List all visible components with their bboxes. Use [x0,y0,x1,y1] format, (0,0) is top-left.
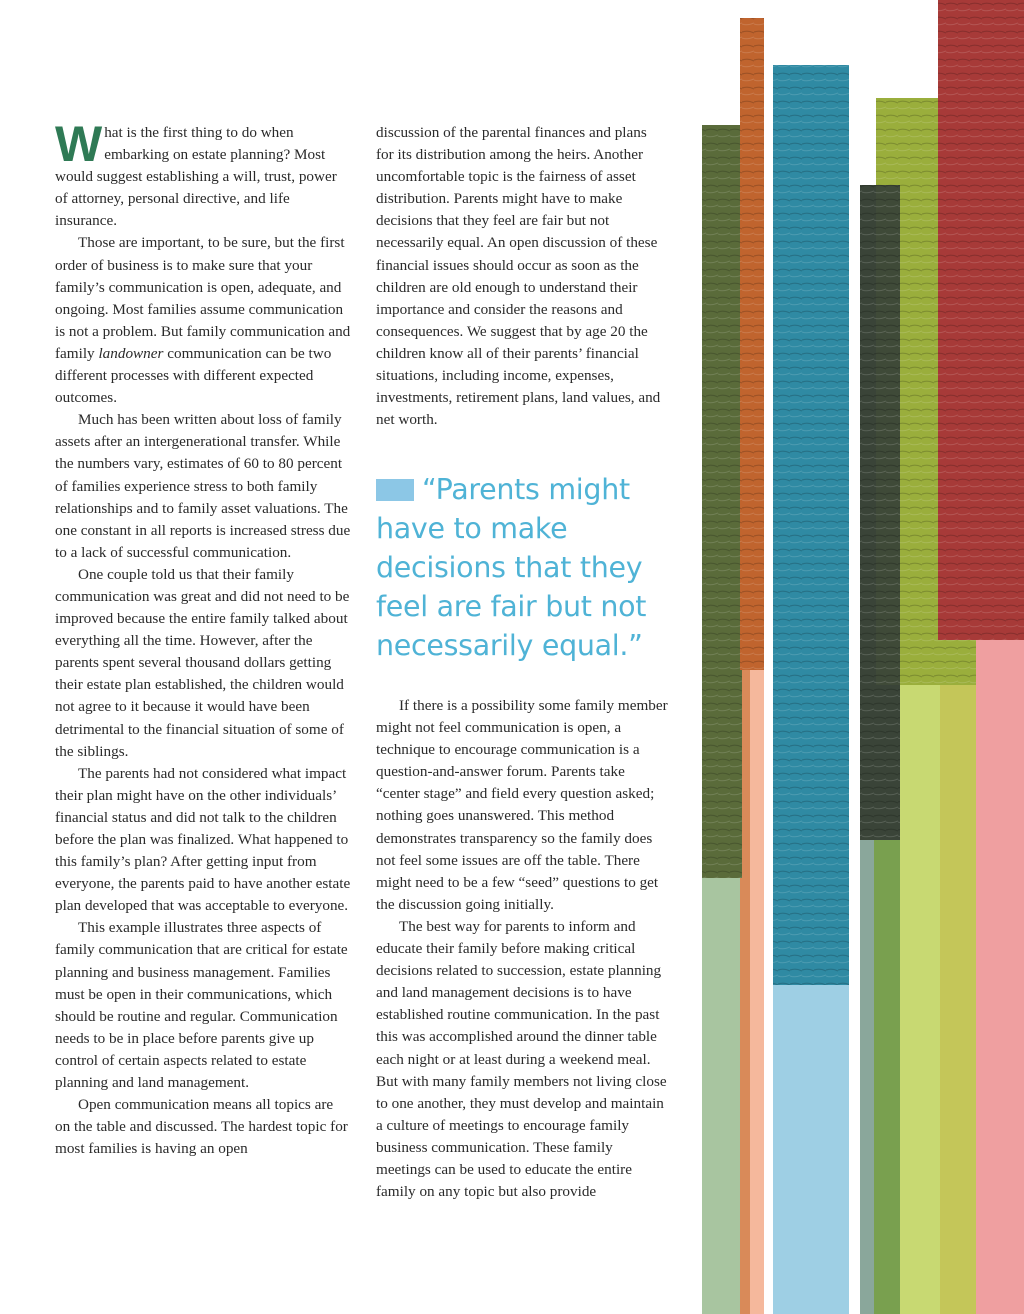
drop-cap: W [55,116,103,172]
decorative-stripes-illustration [694,0,1024,1314]
paragraph-text: hat is the first thing to do when embarking on estate planning? Most would suggest establishing a will, trust, power of attorney, personal directive, and life insurance. [55,124,337,230]
paragraph: Much has been written about loss of family assets after an intergenerational transfer. While the numbers vary, estimates of 60 to 80 percent of families experience stress to both family relationships and to family asset valuations. The one constant in all reports is increased stress due to a lack of successful communication. [55,411,351,561]
stripe-sky-solid [773,985,849,1314]
paragraph: If there is a possibility some family member might not feel communication is open, a technique to encourage communication is a question-and-answer forum. Parents take “center stage” and field every question asked; nothing goes unanswered. This method demonstrates transparency so the family does not feel some issues are off the table. There might need to be a few “seed” questions to get the discussion going initially. [376,697,668,913]
paragraph: The parents had not considered what impact their plan might have on the other individuals’ financial status and did not talk to the children before the plan was finalized. What happened to this family’s plan? After getting input from everyone, the parents paid to have another estate plan developed that was acceptable to everyone. [55,764,351,915]
paragraph: The best way for parents to inform and educate their family before making critical decisions related to succession, estate planning and land management decisions is to have established routine communication. In the past this was accomplished around the dinner table each night or at least during a weekend meal. But with many family members not living close to one another, they must develop and maintain a culture of meetings to encourage family business communication. These family meetings can be used to educate the entire family on any topic but also provide [376,917,667,1201]
pull-quote [376,470,676,665]
paragraph: discussion of the parental finances and plans for its distribution among the heirs. Another uncomfortable topic is the fairness of asset distribution. Parents might have to make decisions that they feel are fair but not necessarily equal. An open discussion of these financial issues should occur as soon as the children are old enough to understand their importance and consider the reasons and consequences. We suggest that by age 20 the children know all of their parents’ financial situations, including income, expenses, investments, retirement plans, land values, and net worth. [376,124,661,429]
stripe-gray-solid [860,840,874,1314]
stripe-olive-solid [940,685,976,1314]
stripe-peach-solid [750,670,764,1314]
article-column-right-lower [376,695,668,1203]
paragraph: Open communication means all topics are on the table and discussed. The hardest topic for most families is having an open [55,1096,348,1158]
paragraph-text: communication can be two different processes with different expected outcomes. [55,344,332,407]
pull-quote-text: “Parents might have to make decisions that they feel are fair but not necessarily equal.” [376,473,647,662]
paragraph: This example illustrates three aspects of family communication that are critical for estate planning and business management. Families must be open in their communications, which should be routine and regular. Communication needs to be in place before parents give up control of certain aspects related to estate planning and land management. [55,919,348,1092]
paragraph-intro [55,116,351,232]
stripe-sage-solid [702,878,742,1314]
stripe-pink-solid [976,640,1024,1314]
article-column-left [55,116,351,1160]
stripe-lime-solid [900,685,940,1314]
italic-word: landowner [98,344,164,362]
paragraph-text: Those are important, to be sure, but the first order of business is to make sure that your family’s communication is open, adequate, and ongoing. Most families assume communication is not a problem. But family communication and family [55,234,351,362]
paragraph [55,232,351,409]
article-column-right [376,122,668,431]
pull-quote-bar [376,479,414,501]
paragraph: One couple told us that their family communication was great and did not need to be improved because the entire family talked about everything all the time. However, after the parents spent several thousand dollars getting their estate plan established, the children would not agree to it because it would have been detrimental to the financial situation of some of the siblings. [55,565,350,760]
stripe-green-solid [874,840,900,1314]
